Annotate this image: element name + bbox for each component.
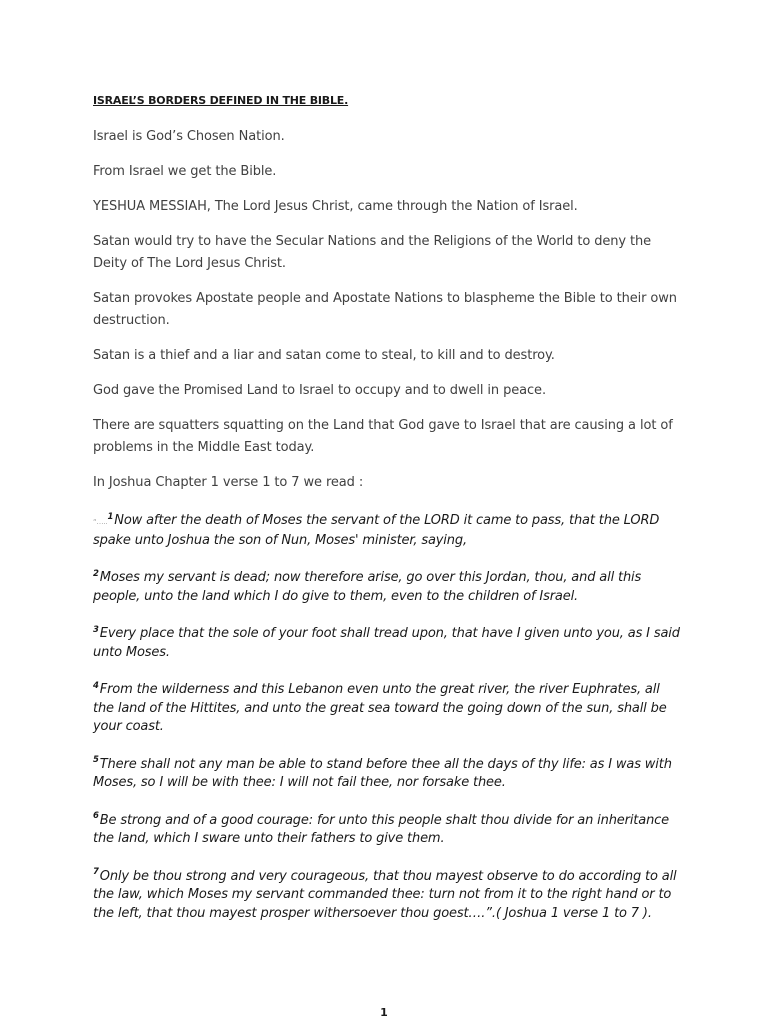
paragraph-chosen-nation: Israel is God’s Chosen Nation. — [93, 129, 285, 144]
paragraph-satan-deny: Satan would try to have the Secular Nations and the Religions of the World to deny the Deity of The Lord Jesus Christ. — [93, 234, 652, 271]
verse-number: 2 — [93, 568, 99, 579]
paragraph-squatters: There are squatters squatting on the Land that God gave to Israel that are causing a lot of problems in the Middle East today. — [93, 418, 673, 455]
paragraph-promised-land: God gave the Promised Land to Israel to occupy and to dwell in peace. — [93, 383, 546, 398]
page-number: 1 — [380, 1006, 388, 1019]
paragraph-joshua-intro: In Joshua Chapter 1 verse 1 to 7 we read : — [93, 475, 364, 490]
verse-number: 5 — [93, 755, 99, 766]
verse-4 — [93, 681, 683, 737]
verse-lead-quote: “….. — [93, 518, 108, 526]
document-page — [93, 92, 683, 942]
verse-number: 7 — [93, 867, 99, 878]
verse-1 — [93, 512, 683, 550]
verse-number: 1 — [107, 511, 114, 522]
paragraph-satan-provokes: Satan provokes Apostate people and Apostate Nations to blaspheme the Bible to their own destruction. — [93, 291, 677, 328]
paragraph-bible: From Israel we get the Bible. — [93, 164, 277, 179]
verse-text: There shall not any man be able to stand before thee all the days of thy life: as I was with Moses, so I will be with thee: I will not fail thee, nor forsake thee. — [93, 756, 672, 790]
verse-text: Only be thou strong and very courageous, that thou mayest observe to do according to all the law, which Moses my servant commanded thee: turn not from it to the right hand or to the left, that thou mayest prosper withersoever thou goest….”.( Joshua 1 verse 1 to 7 ). — [93, 868, 677, 921]
document-title: ISRAEL’S BORDERS DEFINED IN THE BIBLE. — [93, 94, 349, 107]
verse-3 — [93, 625, 683, 662]
verse-text: Be strong and of a good courage: for unto this people shalt thou divide for an inheritance the land, which I sware unto their fathers to give them. — [93, 812, 670, 846]
verse-text: Every place that the sole of your foot shall tread upon, that have I given unto you, as I said unto Moses. — [93, 626, 680, 660]
verse-text: Moses my servant is dead; now therefore arise, go over this Jordan, thou, and all this people, unto the land which I do give to them, even to the children of Israel. — [93, 570, 642, 604]
verse-number: 6 — [93, 811, 99, 822]
verse-number: 3 — [93, 624, 99, 635]
verse-5 — [93, 756, 683, 793]
verse-7 — [93, 868, 683, 924]
verse-number: 4 — [93, 680, 99, 691]
paragraph-yeshua: YESHUA MESSIAH, The Lord Jesus Christ, came through the Nation of Israel. — [93, 199, 578, 214]
verse-2 — [93, 569, 683, 606]
paragraph-satan-thief: Satan is a thief and a liar and satan come to steal, to kill and to destroy. — [93, 348, 555, 363]
verse-6 — [93, 812, 683, 849]
verse-text: Now after the death of Moses the servant of the LORD it came to pass, that the LORD spake unto Joshua the son of Nun, Moses' minister, saying, — [93, 513, 660, 548]
verse-text: From the wilderness and this Lebanon even unto the great river, the river Euphrates, all the land of the Hittites, and unto the great sea toward the going down of the sun, shall be your coast. — [93, 682, 667, 734]
